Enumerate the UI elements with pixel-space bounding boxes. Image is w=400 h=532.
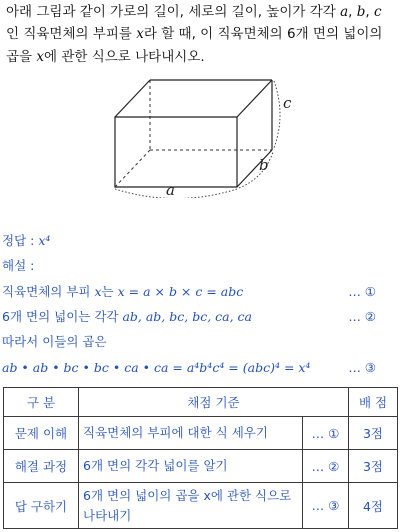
step-3: [2, 359, 398, 377]
var-x: x: [136, 26, 144, 42]
row-mark: … ①: [303, 417, 349, 450]
row-score: 3점: [349, 417, 398, 450]
label-c: c: [283, 94, 292, 112]
cuboid-figure: [0, 68, 400, 198]
step-3-mark: … ③: [348, 360, 376, 375]
answer-line: [2, 232, 50, 250]
step-1: [2, 283, 398, 301]
separator: ,: [365, 4, 375, 20]
row-criterion: 6개 면의 각각 넓이를 알기: [79, 450, 303, 483]
step-3-formula: ab • ab • bc • bc • ca • ca = a⁴b⁴c⁴ = (abc)⁴ = x⁴: [2, 360, 311, 375]
separator: ,: [348, 4, 357, 20]
step-1-formula: x = a × b × c = abc: [117, 284, 244, 299]
step-3-text: 따라서 이들의 곱은: [2, 334, 107, 349]
answer-value: x⁴: [38, 233, 51, 248]
table-row: [4, 483, 398, 529]
row-mark: … ③: [303, 483, 349, 529]
var-a: a: [340, 4, 349, 20]
header-category: 구 분: [4, 388, 79, 417]
var-c: c: [374, 4, 382, 20]
table-header-row: [4, 388, 398, 417]
question-line-2: [6, 24, 382, 44]
step-2-mark: … ②: [348, 309, 376, 324]
row-mark: … ②: [303, 450, 349, 483]
row-category: 문제 이해: [4, 417, 79, 450]
question-text: 인 직육면체의 부피를: [6, 26, 137, 42]
step-2: [2, 308, 398, 326]
explanation-label: 해설 :: [2, 258, 35, 273]
table-row: [4, 450, 398, 483]
step-1-text: 는: [101, 284, 118, 299]
step-1-text: 직육면체의 부피: [2, 284, 95, 299]
label-a: a: [166, 181, 175, 198]
step-1-mark: … ①: [348, 284, 376, 299]
step-2-formula: ab, ab, bc, bc, ca, ca: [122, 309, 253, 324]
grading-table: [3, 387, 398, 529]
row-score: 3점: [349, 450, 398, 483]
step-1-var: x: [94, 284, 102, 299]
row-category: 답 구하기: [4, 483, 79, 529]
row-category: 해결 과정: [4, 450, 79, 483]
question-text: 라 할 때, 이 직육면체의 6개 면의 넓이의: [143, 26, 383, 42]
question-line-3: [6, 47, 205, 67]
answer-label: 정답 :: [2, 233, 39, 248]
table-row: [4, 417, 398, 450]
header-score: 배 점: [349, 388, 398, 417]
label-b: b: [259, 156, 269, 174]
header-criterion: 채점 기준: [79, 388, 349, 417]
question-text: 에 관한 식으로 나타내시오.: [44, 49, 205, 65]
row-score: 4점: [349, 483, 398, 529]
var-b: b: [356, 4, 366, 20]
step-2-text: 6개 면의 넓이는 각각: [2, 309, 123, 324]
hidden-edges: [115, 80, 272, 187]
row-criterion: 6개 면의 넓이의 곱을 x에 관한 식으로 나타내기: [79, 483, 303, 529]
row-criterion: 직육면체의 부피에 대한 식 세우기: [79, 417, 303, 450]
var-x: x: [36, 49, 44, 65]
question-text: 아래 그림과 같이 가로의 길이, 세로의 길이, 높이가 각각: [6, 4, 341, 20]
question-text: 곱을: [6, 49, 37, 65]
question-line-1: [6, 2, 382, 22]
visible-edges: [115, 80, 272, 187]
